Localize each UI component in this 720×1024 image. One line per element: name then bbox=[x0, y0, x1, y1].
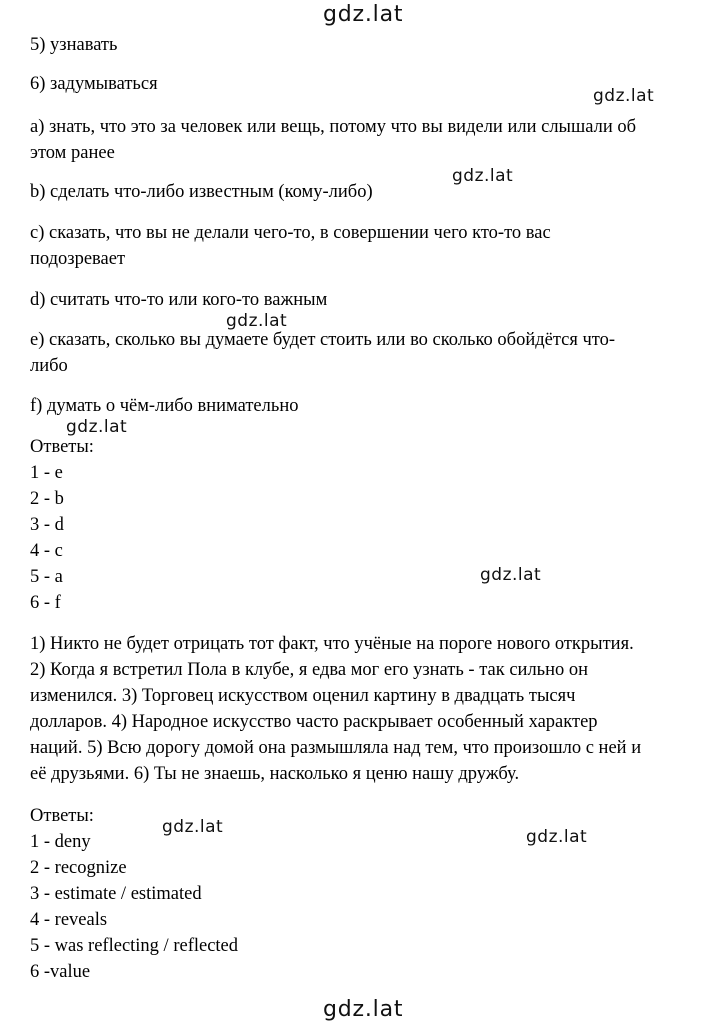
answer-item: 1 - e bbox=[30, 463, 63, 483]
watermark: gdz.lat bbox=[66, 417, 128, 437]
answer-item: 5 - was reflecting / reflected bbox=[30, 936, 239, 956]
answer-item: 1 - deny bbox=[30, 832, 91, 852]
translation-line: её друзьями. 6) Ты не знаешь, насколько я ценю нашу дружбу. bbox=[30, 764, 520, 784]
answer-item: 5 - a bbox=[30, 567, 63, 587]
word-item-5: 5) узнавать bbox=[30, 35, 118, 55]
definition-e-line1: e) сказать, сколько вы думаете будет стоить или во сколько обойдётся что- bbox=[30, 330, 616, 350]
definition-c-line2: подозревает bbox=[30, 249, 126, 269]
answers-title: Ответы: bbox=[30, 437, 94, 457]
answer-item: 2 - recognize bbox=[30, 858, 127, 878]
translation-line: 2) Когда я встретил Пола в клубе, я едва мог его узнать - так сильно он bbox=[30, 660, 589, 680]
watermark: gdz.lat bbox=[226, 311, 288, 331]
answer-item: 3 - d bbox=[30, 515, 64, 535]
watermark: gdz.lat bbox=[526, 827, 588, 847]
watermark: gdz.lat bbox=[162, 817, 224, 837]
answer-item: 4 - reveals bbox=[30, 910, 108, 930]
answer-item: 6 - f bbox=[30, 593, 61, 613]
translation-line: изменился. 3) Торговец искусством оценил картину в двадцать тысяч bbox=[30, 686, 576, 706]
definition-a-line2: этом ранее bbox=[30, 143, 115, 163]
translation-line: наций. 5) Всю дорогу домой она размышляла над тем, что произошло с ней и bbox=[30, 738, 642, 758]
definition-b: b) сделать что-либо известным (кому-либо) bbox=[30, 182, 373, 202]
answers-title-2: Ответы: bbox=[30, 806, 94, 826]
answer-item: 6 -value bbox=[30, 962, 91, 982]
watermark-top: gdz.lat bbox=[323, 2, 404, 27]
watermark: gdz.lat bbox=[480, 565, 542, 585]
definition-d: d) считать что-то или кого-то важным bbox=[30, 290, 328, 310]
answer-item: 4 - c bbox=[30, 541, 63, 561]
answer-item: 2 - b bbox=[30, 489, 64, 509]
word-item-6: 6) задумываться bbox=[30, 74, 158, 94]
watermark-bottom: gdz.lat bbox=[323, 997, 404, 1022]
translation-line: 1) Никто не будет отрицать тот факт, что учёные на пороге нового открытия. bbox=[30, 634, 634, 654]
definition-f: f) думать о чём-либо внимательно bbox=[30, 396, 299, 416]
answer-item: 3 - estimate / estimated bbox=[30, 884, 202, 904]
definition-c-line1: c) сказать, что вы не делали чего-то, в совершении чего кто-то вас bbox=[30, 223, 551, 243]
watermark: gdz.lat bbox=[452, 166, 514, 186]
definition-e-line2: либо bbox=[30, 356, 68, 376]
translation-line: долларов. 4) Народное искусство часто раскрывает особенный характер bbox=[30, 712, 598, 732]
watermark: gdz.lat bbox=[593, 86, 655, 106]
definition-a-line1: a) знать, что это за человек или вещь, потому что вы видели или слышали об bbox=[30, 117, 637, 137]
